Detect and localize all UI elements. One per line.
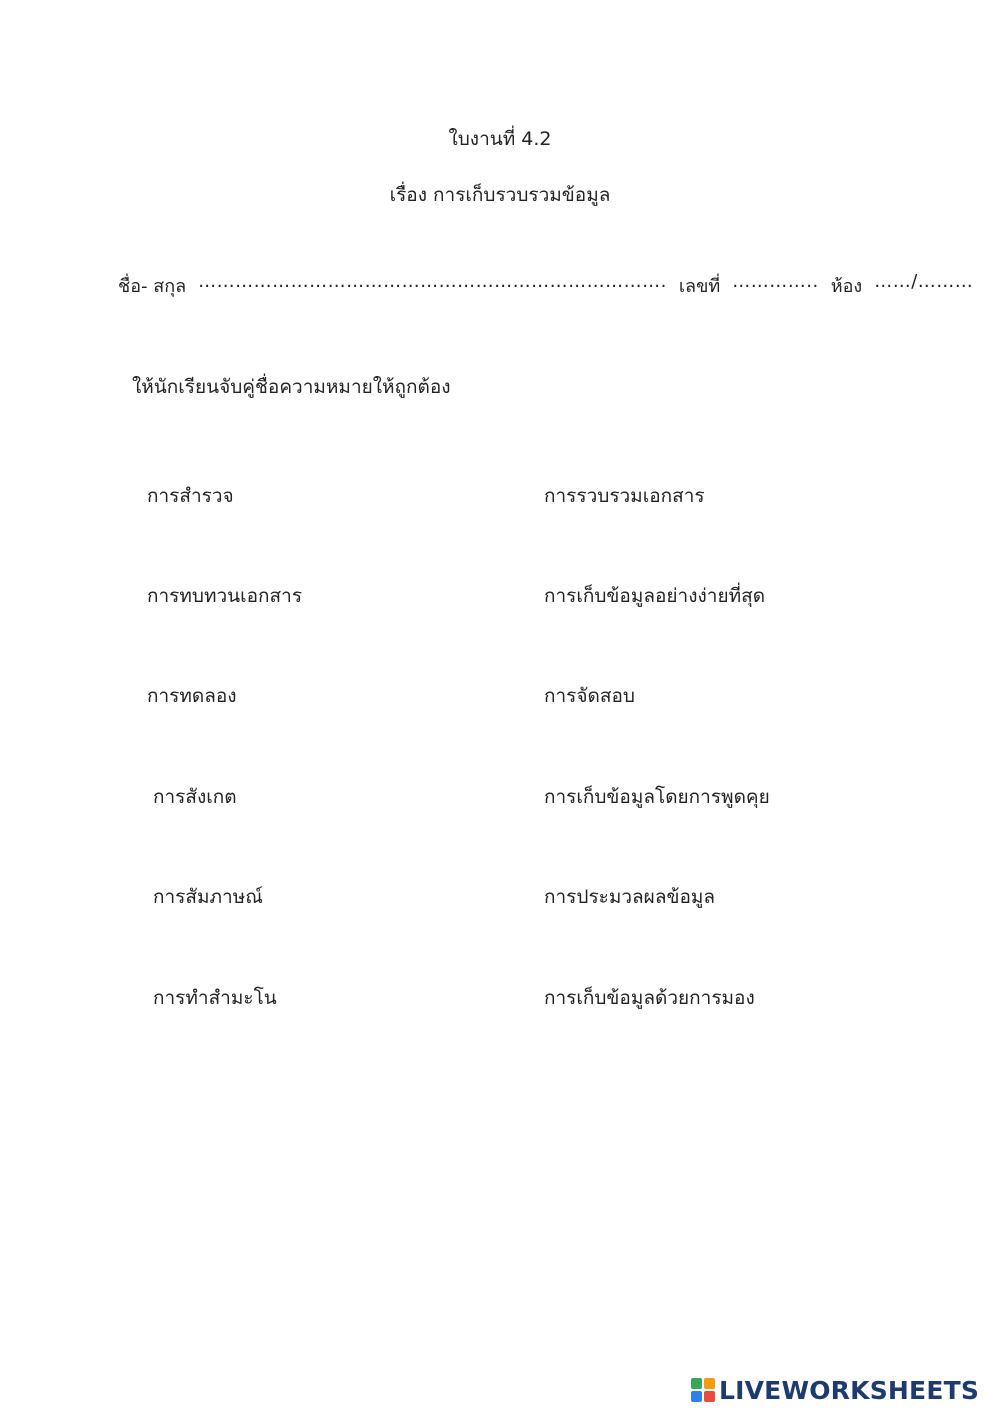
logo-square [691, 1391, 702, 1402]
left-item[interactable]: การทบทวนเอกสาร [147, 585, 303, 607]
room-blank[interactable]: ……/……… [874, 271, 974, 292]
right-item[interactable]: การรวบรวมเอกสาร [544, 485, 705, 507]
student-info-row [118, 271, 973, 300]
liveworksheets-logo [691, 1376, 979, 1404]
room-label: ห้อง [830, 276, 863, 297]
right-item[interactable]: การเก็บข้อมูลโดยการพูดคุย [544, 786, 770, 808]
worksheet-subject: เรื่อง การเก็บรวบรวมข้อมูล [389, 184, 611, 206]
left-item[interactable]: การทดลอง [147, 685, 237, 707]
right-item[interactable]: การเก็บข้อมูลอย่างง่ายที่สุด [544, 585, 766, 607]
right-item[interactable]: การเก็บข้อมูลด้วยการมอง [544, 987, 755, 1009]
logo-square [691, 1378, 702, 1389]
left-item[interactable]: การสังเกต [153, 786, 237, 808]
logo-square [704, 1378, 715, 1389]
number-blank[interactable]: ………….. [732, 271, 819, 292]
instruction-text: ให้นักเรียนจับคู่ชื่อความหมายให้ถูกต้อง [132, 376, 451, 398]
liveworksheets-logo-icon [691, 1378, 715, 1402]
left-item[interactable]: การสำรวจ [147, 485, 234, 507]
left-item[interactable]: การสัมภาษณ์ [153, 886, 263, 908]
name-blank[interactable]: …………………………………………………………………. [198, 271, 667, 292]
worksheet-title: ใบงานที่ 4.2 [448, 128, 552, 150]
left-item[interactable]: การทำสำมะโน [153, 987, 277, 1009]
number-label: เลขที่ [678, 276, 721, 297]
logo-square [704, 1391, 715, 1402]
logo-text: LIVEWORKSHEETS [719, 1375, 980, 1405]
name-label: ชื่อ- สกุล [118, 276, 187, 297]
right-item[interactable]: การจัดสอบ [544, 685, 635, 707]
right-item[interactable]: การประมวลผลข้อมูล [544, 886, 716, 908]
